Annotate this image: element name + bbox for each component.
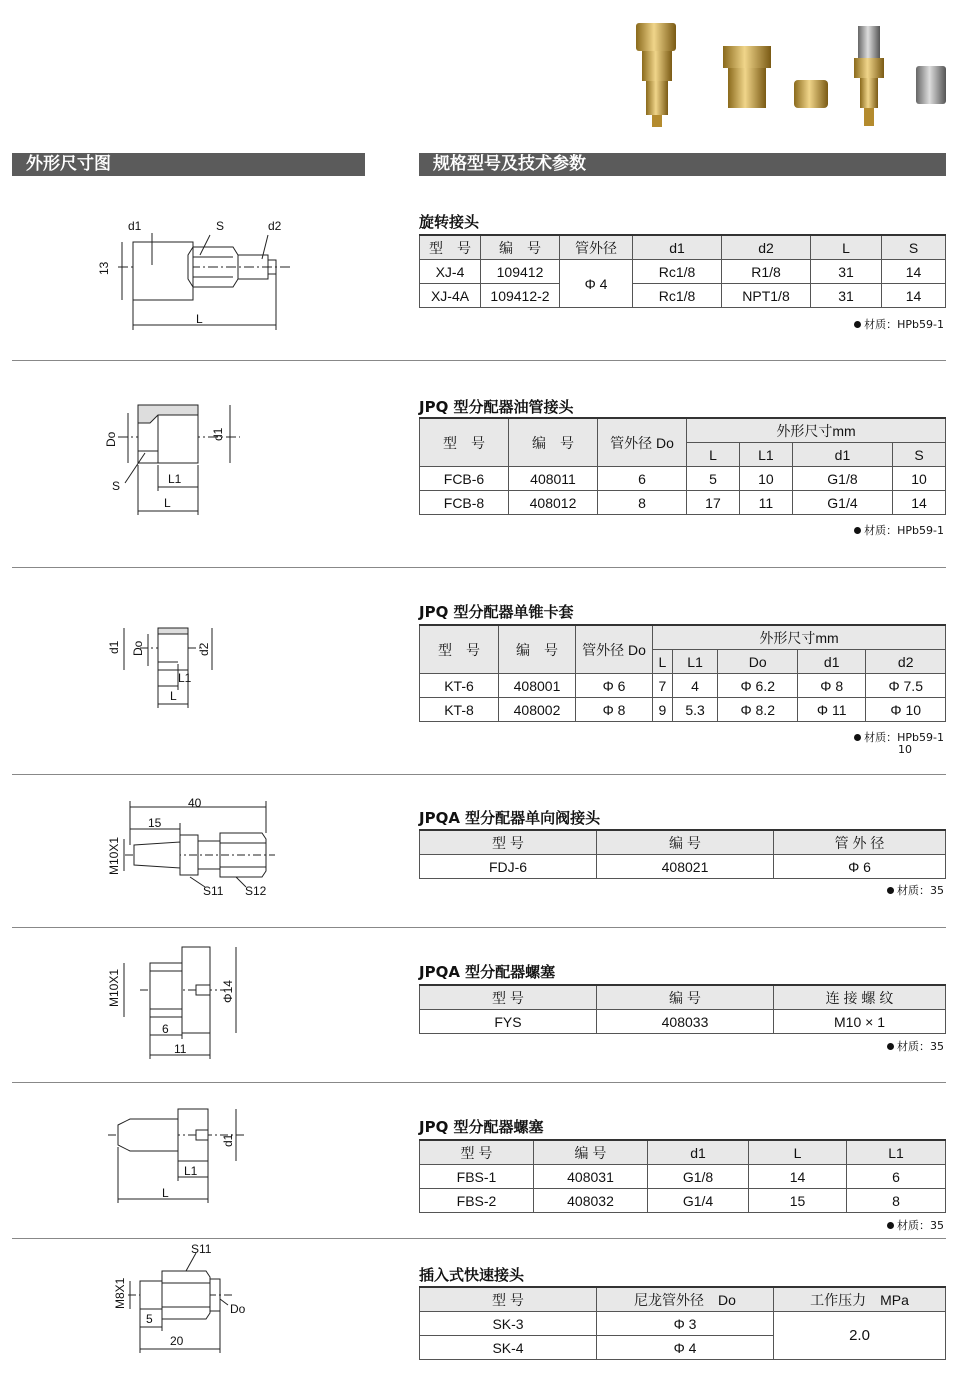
table-cell: 11: [739, 491, 792, 515]
right-section-header: 规格型号及技术参数: [419, 153, 946, 176]
table-row: [420, 1165, 946, 1189]
table-cell: SK-3: [420, 1312, 597, 1336]
col-header: L: [687, 443, 740, 467]
dim-thread: M8X1: [113, 1277, 127, 1309]
table-cell: Rc1/8: [633, 260, 722, 284]
product-photo: [628, 18, 948, 138]
table-cell: 4: [672, 674, 718, 698]
dim-l: L: [196, 312, 203, 326]
col-header: d2: [866, 650, 946, 674]
dim-do: Do: [230, 1302, 246, 1316]
table-cell: Φ 6: [576, 674, 653, 698]
divider: [12, 1082, 946, 1083]
table-cell: Φ 8: [797, 674, 865, 698]
table-cell: Φ 6: [774, 855, 946, 879]
label-text: 35: [930, 1219, 944, 1232]
bullet-icon: [854, 527, 861, 534]
table-cell: 8: [847, 1189, 946, 1213]
dim-thread: M10X1: [107, 968, 121, 1007]
table-cell: Φ 4: [560, 260, 633, 308]
bullet-icon: [887, 1222, 894, 1229]
table-cell: XJ-4: [420, 260, 481, 284]
col-header: L1: [847, 1140, 946, 1165]
dim-thread: M10X1: [107, 836, 121, 875]
divider: [12, 360, 946, 361]
table-cell: FBS-1: [420, 1165, 534, 1189]
col-header: L: [811, 235, 882, 260]
dim-s12: S12: [245, 884, 267, 898]
table-cell: 17: [687, 491, 740, 515]
table-row: [420, 698, 946, 722]
table-cell: Φ 6.2: [718, 674, 798, 698]
table-cell: 408031: [534, 1165, 648, 1189]
table-cell: KT-6: [420, 674, 499, 698]
col-header: 型 号: [420, 1287, 597, 1312]
header-row: [420, 235, 946, 260]
divider: [12, 567, 946, 568]
table-row: [420, 1312, 946, 1336]
bullet-icon: [854, 321, 861, 328]
material-note: [887, 882, 944, 898]
col-header: S: [882, 235, 946, 260]
drawing-oil-pipe-joint: [0, 395, 360, 525]
table-cell: Φ 3: [597, 1312, 774, 1336]
bushing-photo: [723, 46, 771, 108]
table-cell: XJ-4A: [420, 284, 481, 308]
table-row: [420, 284, 946, 308]
label-text: 35: [930, 884, 944, 897]
col-header: 编 号: [597, 985, 774, 1010]
dim-40: 40: [188, 796, 202, 810]
col-header: 编 号: [509, 418, 598, 467]
dim-l: L: [164, 496, 171, 510]
dim-s: S: [112, 479, 121, 493]
table-cell: NPT1/8: [722, 284, 811, 308]
drawing-jpq-plug: [0, 1105, 360, 1205]
dim-l1: L1: [168, 472, 182, 486]
divider: [12, 1238, 946, 1239]
material-note: [854, 316, 944, 332]
table-row: [420, 260, 946, 284]
header-row: [420, 985, 946, 1010]
dim-do: Do: [131, 640, 145, 656]
table-cell: 2.0: [774, 1312, 946, 1360]
section-title-quick-connector: 插入式快速接头: [419, 1266, 525, 1284]
col-header: d1: [792, 443, 892, 467]
table-cell: SK-4: [420, 1336, 597, 1360]
table-oil-pipe: [419, 417, 946, 515]
col-header: Do: [718, 650, 798, 674]
dim-l1: L1: [184, 1164, 198, 1178]
dim-s11: S11: [203, 884, 224, 898]
dim-5: 5: [146, 1312, 153, 1326]
col-header: L: [749, 1140, 847, 1165]
table-cell: G1/8: [648, 1165, 749, 1189]
dim-d1: d1: [211, 427, 225, 441]
table-cell: 6: [847, 1165, 946, 1189]
drawing-ferrule: [0, 620, 360, 710]
table-cell: R1/8: [722, 260, 811, 284]
col-header: L: [653, 650, 673, 674]
table-cell: 10: [893, 467, 946, 491]
table-cell: 109412-2: [481, 284, 560, 308]
check-valve-photo: [854, 26, 884, 126]
dim-11: 11: [174, 1042, 187, 1056]
table-cell: FYS: [420, 1010, 597, 1034]
table-row: [420, 1189, 946, 1213]
material-note: [887, 1038, 944, 1054]
table-cell: G1/4: [792, 491, 892, 515]
table-quick-connector: [419, 1286, 946, 1360]
dim-dia: Φ14: [221, 980, 235, 1003]
col-header: 型 号: [420, 418, 509, 467]
col-header: 管外径 Do: [598, 418, 687, 467]
table-cell: Φ 8.2: [718, 698, 798, 722]
dim-d1: d1: [221, 1133, 235, 1147]
table-cell: M10 × 1: [774, 1010, 946, 1034]
dim-d2: d2: [268, 219, 282, 233]
dim-s: S: [216, 219, 225, 233]
section-title-check-valve: JPQA 型分配器单向阀接头: [419, 809, 601, 827]
label-text: 35: [930, 1040, 944, 1053]
table-cell: 31: [811, 260, 882, 284]
material-note: [854, 522, 944, 538]
drawing-check-valve: [0, 795, 360, 905]
table-cell: 5: [687, 467, 740, 491]
table-cell: 7: [653, 674, 673, 698]
plug-photo: [916, 66, 946, 104]
table-cell: 408012: [509, 491, 598, 515]
col-header: 尼龙管外径 Do: [597, 1287, 774, 1312]
col-header: 编 号: [481, 235, 560, 260]
table-cell: 9: [653, 698, 673, 722]
table-ferrule: [419, 624, 946, 722]
table-cell: 6: [598, 467, 687, 491]
col-header: 型 号: [420, 1140, 534, 1165]
label-text: HPb59-1: [897, 524, 944, 537]
dim-d2: d2: [197, 642, 211, 656]
left-section-header: 外形尺寸图: [12, 153, 365, 176]
table-cell: Φ 8: [576, 698, 653, 722]
table-cell: 10: [739, 467, 792, 491]
col-header: 管 外 径: [774, 830, 946, 855]
col-header: L1: [672, 650, 718, 674]
col-header: L1: [739, 443, 792, 467]
table-cell: G1/8: [792, 467, 892, 491]
col-header: S: [893, 443, 946, 467]
label-text: 材质：: [864, 731, 898, 744]
dim-d1: d1: [128, 219, 142, 233]
table-cell: FBS-2: [420, 1189, 534, 1213]
table-cell: Rc1/8: [633, 284, 722, 308]
drawing-quick-connector: [0, 1243, 360, 1363]
table-cell: 14: [749, 1165, 847, 1189]
col-header: 型 号: [420, 235, 481, 260]
label-text: 材质：: [864, 524, 898, 537]
table-row: [420, 1010, 946, 1034]
header-row: [420, 830, 946, 855]
dim-d1: d1: [107, 640, 121, 654]
table-cell: G1/4: [648, 1189, 749, 1213]
label-text: HPb59-1: [897, 318, 944, 331]
dim-l: L: [170, 689, 177, 703]
material-extra: 10: [898, 743, 912, 756]
table-cell: Φ 7.5: [866, 674, 946, 698]
col-header: 型 号: [420, 625, 499, 674]
section-title-jpq-plug: JPQ 型分配器螺塞: [419, 1118, 544, 1136]
col-header: 编 号: [499, 625, 576, 674]
label-text: 材质：: [864, 318, 898, 331]
col-header: d2: [722, 235, 811, 260]
bullet-icon: [887, 1043, 894, 1050]
dim-l: L: [162, 1186, 169, 1200]
table-row: [420, 467, 946, 491]
table-cell: 408033: [597, 1010, 774, 1034]
dim-6: 6: [162, 1022, 169, 1036]
drawing-jpqa-plug: [0, 945, 360, 1065]
table-cell: Φ 4: [597, 1336, 774, 1360]
table-cell: 8: [598, 491, 687, 515]
col-header: d1: [648, 1140, 749, 1165]
col-header: 连 接 螺 纹: [774, 985, 946, 1010]
dim-s11: S11: [191, 1242, 212, 1256]
bullet-icon: [854, 734, 861, 741]
table-cell: 408011: [509, 467, 598, 491]
dim-do: Do: [104, 431, 118, 447]
dim-20: 20: [170, 1334, 184, 1348]
col-header: 型 号: [420, 830, 597, 855]
table-cell: 408002: [499, 698, 576, 722]
dim-13: 13: [97, 261, 111, 275]
col-header: 管外径: [560, 235, 633, 260]
drawing-swivel-joint: [0, 215, 360, 345]
table-cell: 408001: [499, 674, 576, 698]
col-header: d1: [633, 235, 722, 260]
table-row: [420, 855, 946, 879]
header-row: [420, 418, 946, 443]
table-row: [420, 674, 946, 698]
table-cell: 5.3: [672, 698, 718, 722]
table-cell: 408032: [534, 1189, 648, 1213]
table-check-valve: [419, 829, 946, 879]
table-jpqa-plug: [419, 984, 946, 1034]
col-header: 工作压力 MPa: [774, 1287, 946, 1312]
label-text: 材质：: [897, 1040, 930, 1053]
section-title-oil-pipe: JPQ 型分配器油管接头: [419, 398, 574, 416]
col-header: 编 号: [534, 1140, 648, 1165]
table-cell: Φ 10: [866, 698, 946, 722]
table-row: [420, 491, 946, 515]
table-cell: 15: [749, 1189, 847, 1213]
label-text: HPb59-1: [897, 731, 944, 744]
table-cell: 408021: [597, 855, 774, 879]
table-cell: FCB-6: [420, 467, 509, 491]
table-cell: 14: [893, 491, 946, 515]
header-row: [420, 1287, 946, 1312]
ferrule-photo: [794, 80, 828, 108]
table-jpq-plug: [419, 1139, 946, 1213]
col-header: 编 号: [597, 830, 774, 855]
col-header: 外形尺寸mm: [687, 418, 946, 443]
label-text: 材质：: [897, 1219, 930, 1232]
col-header: d1: [797, 650, 865, 674]
col-header: 型 号: [420, 985, 597, 1010]
header-row: [420, 625, 946, 650]
bullet-icon: [887, 887, 894, 894]
dim-l1: L1: [178, 671, 192, 685]
col-header: 管外径 Do: [576, 625, 653, 674]
label-text: 材质：: [897, 884, 930, 897]
section-title-jpqa-plug: JPQA 型分配器螺塞: [419, 963, 556, 981]
table-cell: 14: [882, 284, 946, 308]
divider: [12, 774, 946, 775]
section-title-ferrule: JPQ 型分配器单锥卡套: [419, 603, 574, 621]
swivel-fitting-photo: [636, 23, 676, 127]
table-cell: 14: [882, 260, 946, 284]
table-cell: FDJ-6: [420, 855, 597, 879]
dim-15: 15: [148, 816, 162, 830]
material-note: [887, 1217, 944, 1233]
table-cell: KT-8: [420, 698, 499, 722]
table-cell: 109412: [481, 260, 560, 284]
table-cell: Φ 11: [797, 698, 865, 722]
divider: [12, 927, 946, 928]
table-cell: FCB-8: [420, 491, 509, 515]
table-swivel: [419, 234, 946, 308]
table-cell: 31: [811, 284, 882, 308]
section-title-swivel: 旋转接头: [419, 213, 480, 231]
header-row: [420, 1140, 946, 1165]
col-header: 外形尺寸mm: [653, 625, 946, 650]
